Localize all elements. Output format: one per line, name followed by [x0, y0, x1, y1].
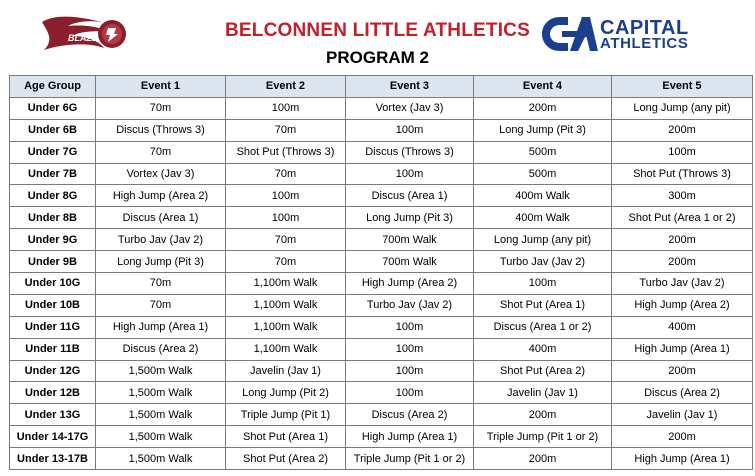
event-2-cell: 70m: [226, 229, 346, 251]
event-4-cell: 400m: [474, 338, 612, 360]
age-group-cell: Under 9G: [10, 229, 96, 251]
event-4-cell: Turbo Jav (Jav 2): [474, 251, 612, 273]
header-age-group: Age Group: [10, 76, 96, 98]
event-1-cell: 1,500m Walk: [96, 404, 226, 426]
event-5-cell: 400m: [612, 316, 753, 338]
age-group-cell: Under 7B: [10, 163, 96, 185]
age-group-cell: Under 9B: [10, 251, 96, 273]
event-5-cell: Long Jump (any pit): [612, 97, 753, 119]
age-group-cell: Under 8B: [10, 207, 96, 229]
event-4-cell: Discus (Area 1 or 2): [474, 316, 612, 338]
event-2-cell: 1,100m Walk: [226, 273, 346, 295]
event-5-cell: 200m: [612, 360, 753, 382]
event-1-cell: High Jump (Area 2): [96, 185, 226, 207]
header-event-4: Event 4: [474, 76, 612, 98]
event-4-cell: 500m: [474, 163, 612, 185]
event-3-cell: Vortex (Jav 3): [346, 97, 474, 119]
event-4-cell: 500m: [474, 141, 612, 163]
age-group-cell: Under 11G: [10, 316, 96, 338]
event-2-cell: Long Jump (Pit 2): [226, 382, 346, 404]
event-5-cell: High Jump (Area 2): [612, 294, 753, 316]
age-group-cell: Under 6G: [10, 97, 96, 119]
event-1-cell: 1,500m Walk: [96, 360, 226, 382]
age-group-cell: Under 11B: [10, 338, 96, 360]
event-3-cell: 100m: [346, 316, 474, 338]
page-title: BELCONNEN LITTLE ATHLETICS: [225, 20, 530, 41]
event-4-cell: Triple Jump (Pit 1 or 2): [474, 426, 612, 448]
event-4-cell: 400m Walk: [474, 207, 612, 229]
event-2-cell: 70m: [226, 251, 346, 273]
event-5-cell: Javelin (Jav 1): [612, 404, 753, 426]
event-1-cell: 70m: [96, 294, 226, 316]
event-3-cell: 100m: [346, 119, 474, 141]
event-5-cell: 200m: [612, 426, 753, 448]
program-table: [9, 75, 753, 470]
event-3-cell: Long Jump (Pit 3): [346, 207, 474, 229]
event-4-cell: Javelin (Jav 1): [474, 382, 612, 404]
table-row: [10, 229, 753, 251]
capital-athletics-logo: [540, 15, 730, 55]
table-header-row: [10, 76, 753, 98]
event-5-cell: 200m: [612, 251, 753, 273]
age-group-cell: Under 6B: [10, 119, 96, 141]
header-event-2: Event 2: [226, 76, 346, 98]
event-3-cell: Discus (Area 1): [346, 185, 474, 207]
event-5-cell: Discus (Area 2): [612, 382, 753, 404]
event-2-cell: 100m: [226, 185, 346, 207]
table-row: [10, 207, 753, 229]
event-2-cell: 70m: [226, 163, 346, 185]
event-1-cell: 70m: [96, 141, 226, 163]
event-5-cell: 100m: [612, 141, 753, 163]
event-2-cell: 1,100m Walk: [226, 294, 346, 316]
age-group-cell: Under 12B: [10, 382, 96, 404]
table-row: [10, 448, 753, 470]
event-5-cell: High Jump (Area 1): [612, 338, 753, 360]
table-row: [10, 404, 753, 426]
event-1-cell: 1,500m Walk: [96, 426, 226, 448]
age-group-cell: Under 10B: [10, 294, 96, 316]
event-3-cell: Triple Jump (Pit 1 or 2): [346, 448, 474, 470]
age-group-cell: Under 10G: [10, 273, 96, 295]
event-2-cell: 100m: [226, 207, 346, 229]
table-row: [10, 163, 753, 185]
event-1-cell: 1,500m Walk: [96, 382, 226, 404]
event-4-cell: 400m Walk: [474, 185, 612, 207]
event-2-cell: 100m: [226, 97, 346, 119]
table-row: [10, 360, 753, 382]
age-group-cell: Under 14-17G: [10, 426, 96, 448]
event-1-cell: Vortex (Jav 3): [96, 163, 226, 185]
event-5-cell: Turbo Jav (Jav 2): [612, 273, 753, 295]
event-5-cell: 200m: [612, 229, 753, 251]
event-2-cell: 1,100m Walk: [226, 338, 346, 360]
header-event-5: Event 5: [612, 76, 753, 98]
table-body: [10, 97, 753, 469]
age-group-cell: Under 12G: [10, 360, 96, 382]
table-row: [10, 273, 753, 295]
event-4-cell: Shot Put (Area 2): [474, 360, 612, 382]
blaze-logo-text: BLAZE: [68, 33, 98, 43]
table-row: [10, 185, 753, 207]
event-4-cell: 100m: [474, 273, 612, 295]
event-1-cell: Turbo Jav (Jav 2): [96, 229, 226, 251]
event-2-cell: Shot Put (Throws 3): [226, 141, 346, 163]
header-event-1: Event 1: [96, 76, 226, 98]
age-group-cell: Under 7G: [10, 141, 96, 163]
capital-athletics-mark-icon: [540, 15, 598, 53]
event-3-cell: High Jump (Area 2): [346, 273, 474, 295]
event-1-cell: 70m: [96, 273, 226, 295]
event-3-cell: 100m: [346, 360, 474, 382]
event-4-cell: 200m: [474, 404, 612, 426]
event-4-cell: Long Jump (any pit): [474, 229, 612, 251]
event-3-cell: 100m: [346, 382, 474, 404]
event-3-cell: 100m: [346, 338, 474, 360]
age-group-cell: Under 13G: [10, 404, 96, 426]
table-row: [10, 251, 753, 273]
event-1-cell: High Jump (Area 1): [96, 316, 226, 338]
event-2-cell: Shot Put (Area 1): [226, 426, 346, 448]
event-4-cell: Shot Put (Area 1): [474, 294, 612, 316]
event-1-cell: 1,500m Walk: [96, 448, 226, 470]
event-3-cell: 100m: [346, 163, 474, 185]
event-3-cell: Discus (Throws 3): [346, 141, 474, 163]
program-subtitle: PROGRAM 2: [326, 48, 429, 67]
event-5-cell: Shot Put (Throws 3): [612, 163, 753, 185]
event-4-cell: 200m: [474, 97, 612, 119]
event-2-cell: Javelin (Jav 1): [226, 360, 346, 382]
event-3-cell: 700m Walk: [346, 251, 474, 273]
table-row: [10, 316, 753, 338]
event-1-cell: 70m: [96, 97, 226, 119]
event-5-cell: 300m: [612, 185, 753, 207]
event-1-cell: Long Jump (Pit 3): [96, 251, 226, 273]
event-3-cell: Turbo Jav (Jav 2): [346, 294, 474, 316]
table-row: [10, 382, 753, 404]
event-1-cell: Discus (Throws 3): [96, 119, 226, 141]
table-row: [10, 119, 753, 141]
event-1-cell: Discus (Area 2): [96, 338, 226, 360]
event-3-cell: High Jump (Area 1): [346, 426, 474, 448]
event-2-cell: Shot Put (Area 2): [226, 448, 346, 470]
age-group-cell: Under 13-17B: [10, 448, 96, 470]
event-2-cell: Triple Jump (Pit 1): [226, 404, 346, 426]
table-row: [10, 426, 753, 448]
capital-logo-line2: ATHLETICS: [600, 35, 689, 52]
table-row: [10, 97, 753, 119]
header-event-3: Event 3: [346, 76, 474, 98]
event-3-cell: 700m Walk: [346, 229, 474, 251]
event-5-cell: Shot Put (Area 1 or 2): [612, 207, 753, 229]
event-2-cell: 70m: [226, 119, 346, 141]
table-row: [10, 338, 753, 360]
table-row: [10, 141, 753, 163]
age-group-cell: Under 8G: [10, 185, 96, 207]
capital-logo-line1: CAPITAL: [600, 17, 689, 39]
event-3-cell: Discus (Area 2): [346, 404, 474, 426]
event-5-cell: 200m: [612, 119, 753, 141]
table-row: [10, 294, 753, 316]
event-5-cell: High Jump (Area 1): [612, 448, 753, 470]
event-1-cell: Discus (Area 1): [96, 207, 226, 229]
event-2-cell: 1,100m Walk: [226, 316, 346, 338]
event-4-cell: 200m: [474, 448, 612, 470]
page-header: [0, 0, 755, 72]
event-4-cell: Long Jump (Pit 3): [474, 119, 612, 141]
